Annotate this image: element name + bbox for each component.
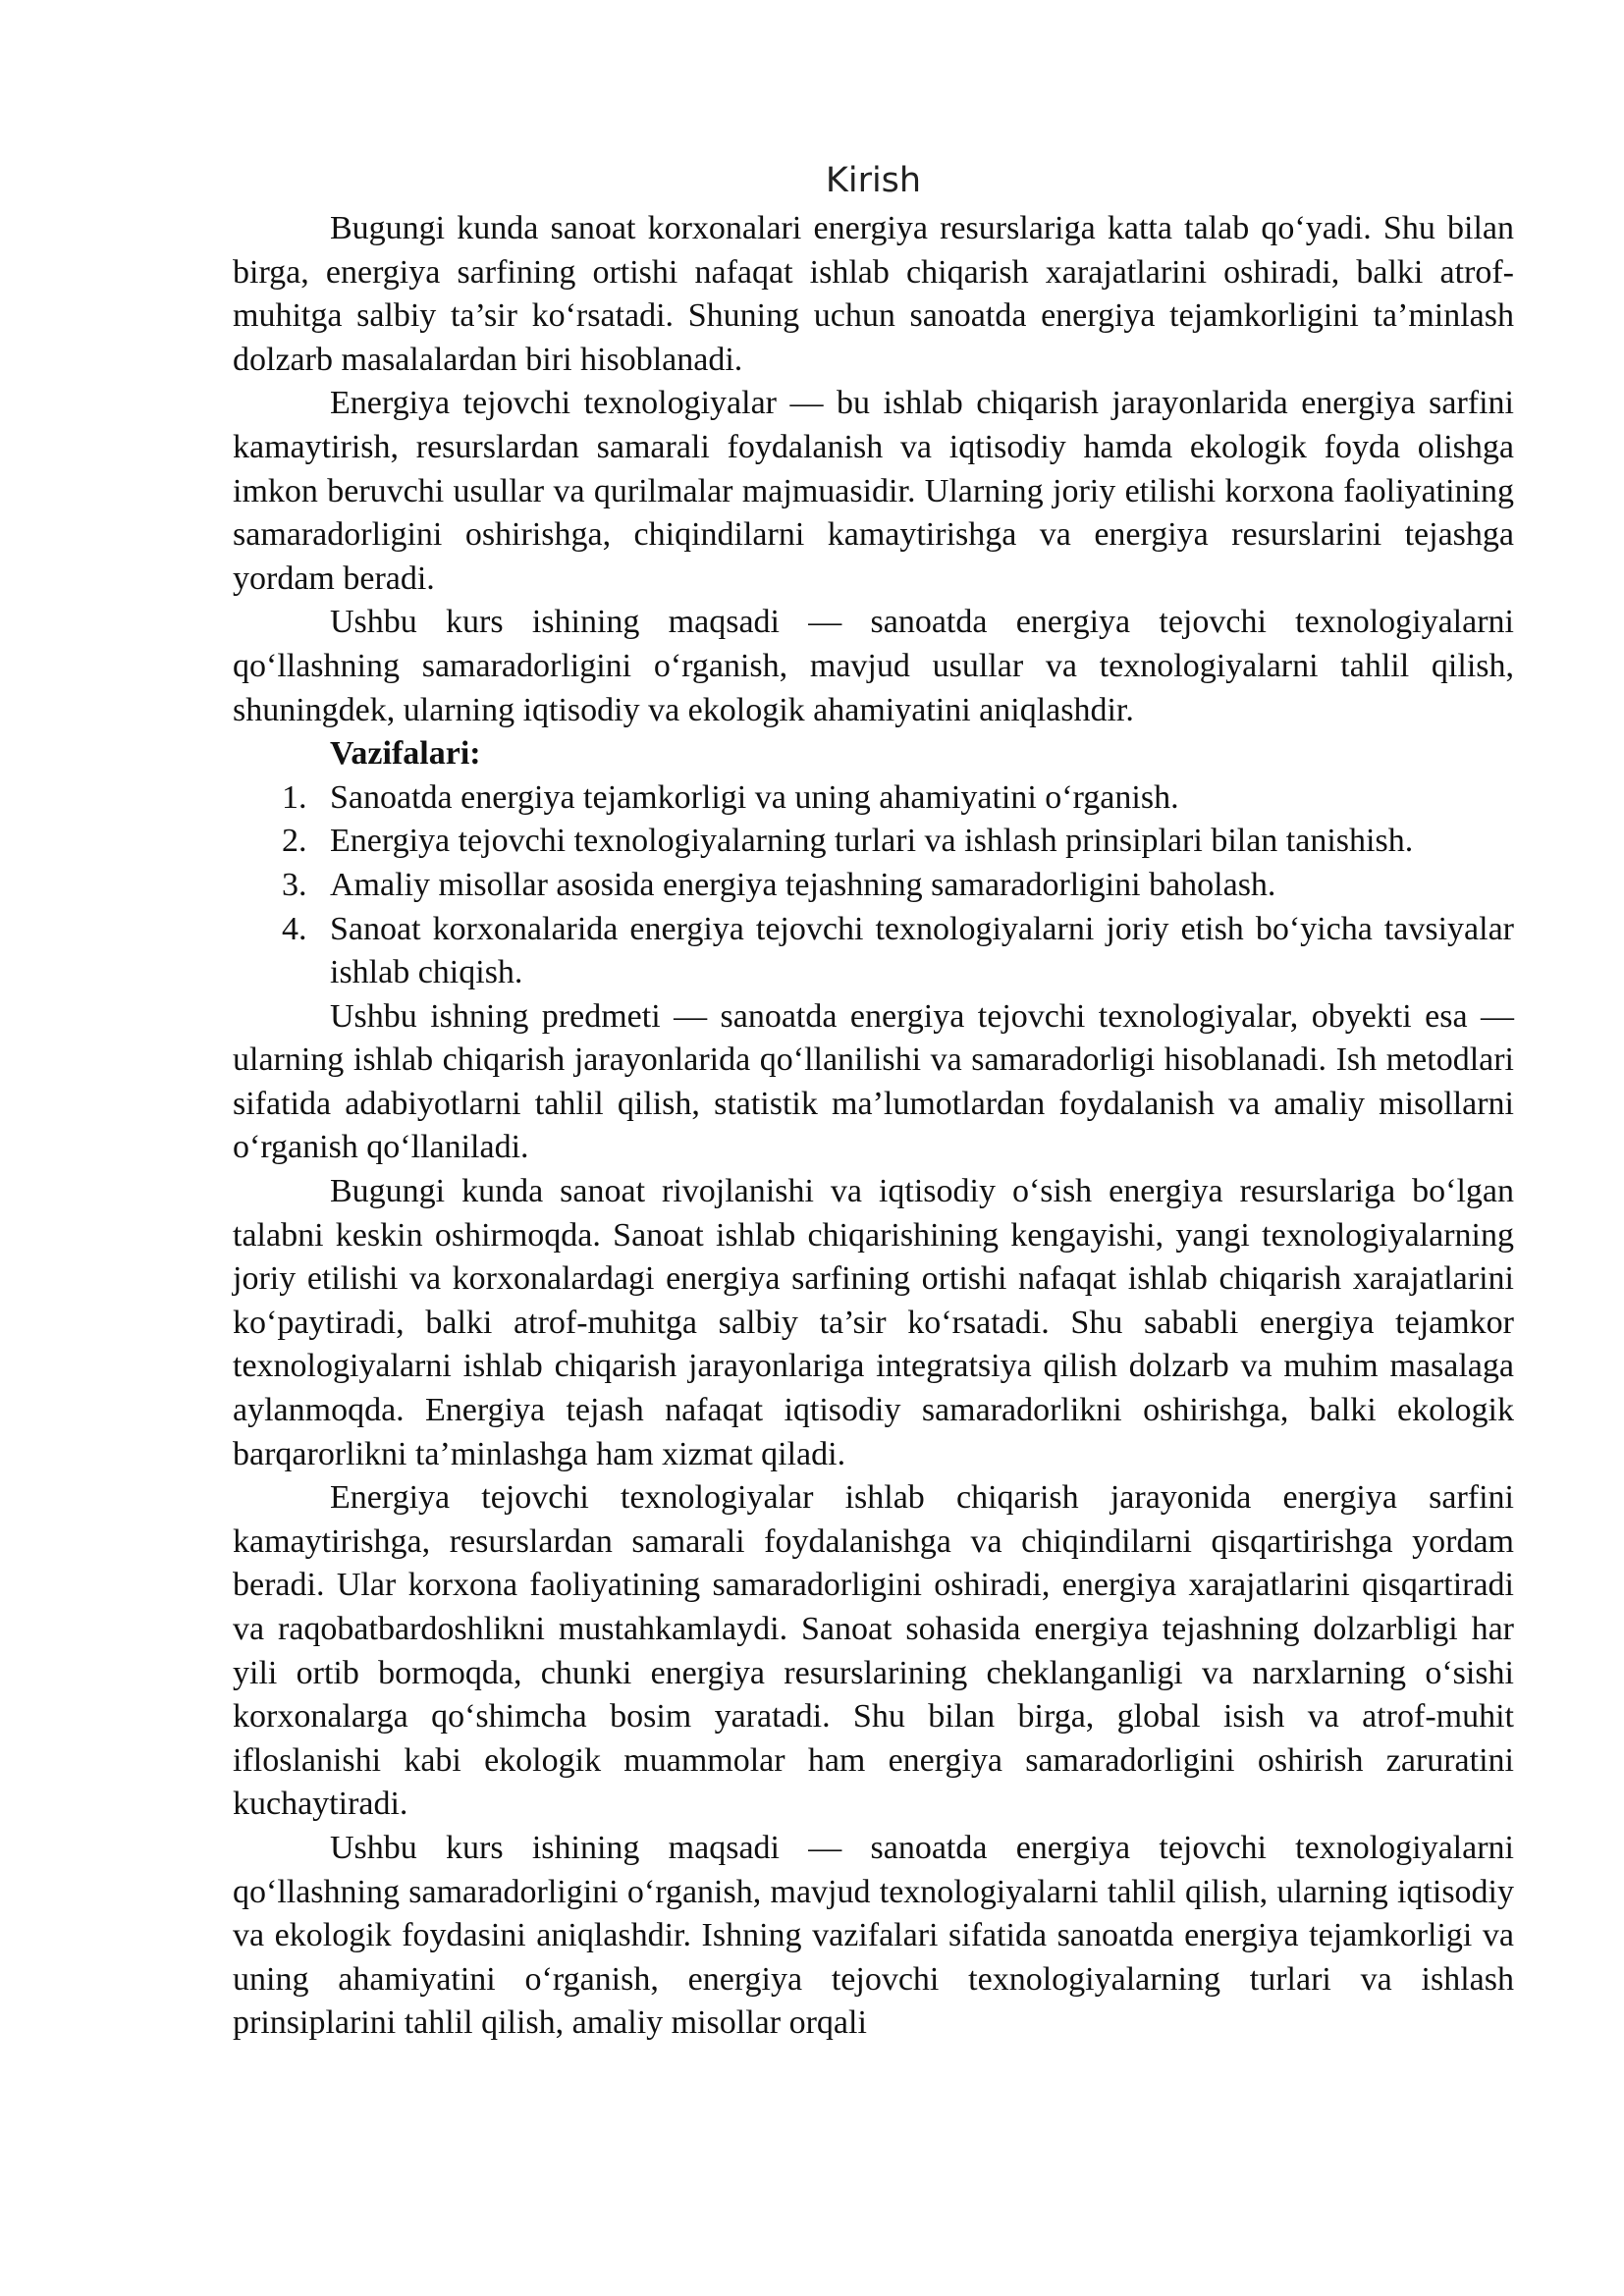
body-paragraph-3: Energiya tejovchi texnologiyalar ishlab chiqarish jarayonida energiya sarfini kamaytirishga, resurslardan samarali foydalanishga va chiqindilarni qisqartirishga yordam beradi. Ular korxona faoliyatining samaradorligini oshiradi, energiya xarajatlarini qisqartiradi va raqobatbardoshlikni mustahkamlaydi. Sanoat sohasida energiya tejashning dolzarbligi har yili ortib bormoqda, chunki energiya resurslarining cheklanganligi va narxlarning o‘sishi korxonalarga qo‘shimcha bosim yaratadi. Shu bilan birga, global isish va atrof-muhit ifloslanishi kabi ekologik muammolar ham energiya samaradorligini oshirish zaruratini kuchaytiradi. bbox=[233, 1479, 1514, 1823]
list-item-text: Sanoatda energiya tejamkorligi va uning ahamiyatini o‘rganish. bbox=[330, 778, 1179, 816]
list-item-number: 2. bbox=[282, 823, 307, 860]
intro-paragraph-2: Energiya tejovchi texnologiyalar — bu ishlab chiqarish jarayonlarida energiya sarfini kamaytirish, resurslardan samarali foydalanish va iqtisodiy hamda ekologik foyda olishga imkon beruvchi usullar va qurilmalar majmuasidir. Ularning joriy etilishi korxona faoliyatining samaradorligini oshirishga, chiqindilarni kamaytirishga va energiya resurslarini tejashga yordam beradi. bbox=[233, 385, 1514, 597]
body-paragraph-1: Ushbu ishning predmeti — sanoatda energiya tejovchi texnologiyalar, obyekti esa — ularning ishlab chiqarish jarayonlarida qo‘llanilishi va samaradorligi hisoblanadi. Ish metodlari sifatida adabiyotlarni tahlil qilish, statistik ma’lumotlardan foydalanish va amaliy misollarni o‘rganish qo‘llaniladi. bbox=[233, 997, 1514, 1166]
list-item bbox=[233, 864, 1514, 908]
intro-paragraph-3: Ushbu kurs ishining maqsadi — sanoatda energiya tejovchi texnologiyalarni qo‘llashning samaradorligini o‘rganish, mavjud usullar va texnologiyalarni tahlil qilish, shuningdek, ularning iqtisodiy va ekologik ahamiyatini aniqlashdir. bbox=[233, 604, 1514, 728]
page-title: Kirish bbox=[825, 161, 922, 200]
list-item bbox=[233, 908, 1514, 995]
list-item bbox=[233, 820, 1514, 864]
list-item bbox=[233, 776, 1514, 821]
tasks-heading: Vazifalari: bbox=[330, 735, 481, 773]
list-item-text: Amaliy misollar asosida energiya tejashning samaradorligini baholash. bbox=[330, 866, 1276, 903]
list-item-number: 1. bbox=[282, 778, 307, 816]
intro-paragraph-1: Bugungi kunda sanoat korxonalari energiya resurslariga katta talab qo‘yadi. Shu bilan birga, energiya sarfining ortishi nafaqat ishlab chiqarish xarajatlarini oshiradi, balki atrof-muhitga salbiy ta’sir ko‘rsatadi. Shuning uchun sanoatda energiya tejamkorligini ta’minlash dolzarb masalalardan biri hisoblanadi. bbox=[233, 210, 1514, 378]
list-item-number: 3. bbox=[282, 866, 307, 903]
list-item-text: Sanoat korxonalarida energiya tejovchi texnologiyalarni joriy etish bo‘yicha tavsiyalar ishlab chiqish. bbox=[330, 910, 1514, 991]
list-item-text: Energiya tejovchi texnologiyalarning turlari va ishlash prinsiplari bilan tanishish. bbox=[330, 823, 1414, 860]
body-paragraph-4: Ushbu kurs ishining maqsadi — sanoatda energiya tejovchi texnologiyalarni qo‘llashning samaradorligini o‘rganish, mavjud texnologiyalarni tahlil qilish, ularning iqtisodiy va ekologik foydasini aniqlashdir. Ishning vazifalari sifatida sanoatda energiya tejamkorligi va uning ahamiyatini o‘rganish, energiya tejovchi texnologiyalarning turlari va ishlash prinsiplarini tahlil qilish, amaliy misollar orqali bbox=[233, 1829, 1514, 2042]
list-item-number: 4. bbox=[282, 910, 307, 947]
body-paragraph-2: Bugungi kunda sanoat rivojlanishi va iqtisodiy o‘sish energiya resurslariga bo‘lgan talabni keskin oshirmoqda. Sanoat ishlab chiqarishining kengayishi, yangi texnologiyalarning joriy etilishi va korxonalardagi energiya sarfining ortishi nafaqat ishlab chiqarish xarajatlarini ko‘paytiradi, balki atrof-muhitga salbiy ta’sir ko‘rsatadi. Shu sababli energiya tejamkor texnologiyalarni ishlab chiqarish jarayonlariga integratsiya qilish dolzarb va muhim masalaga aylanmoqda. Energiya tejash nafaqat iqtisodiy samaradorlikni oshirishga, balki ekologik barqarorlikni ta’minlashga ham xizmat qiladi. bbox=[233, 1173, 1514, 1472]
document-page bbox=[233, 157, 1514, 2046]
tasks-list bbox=[233, 776, 1514, 995]
